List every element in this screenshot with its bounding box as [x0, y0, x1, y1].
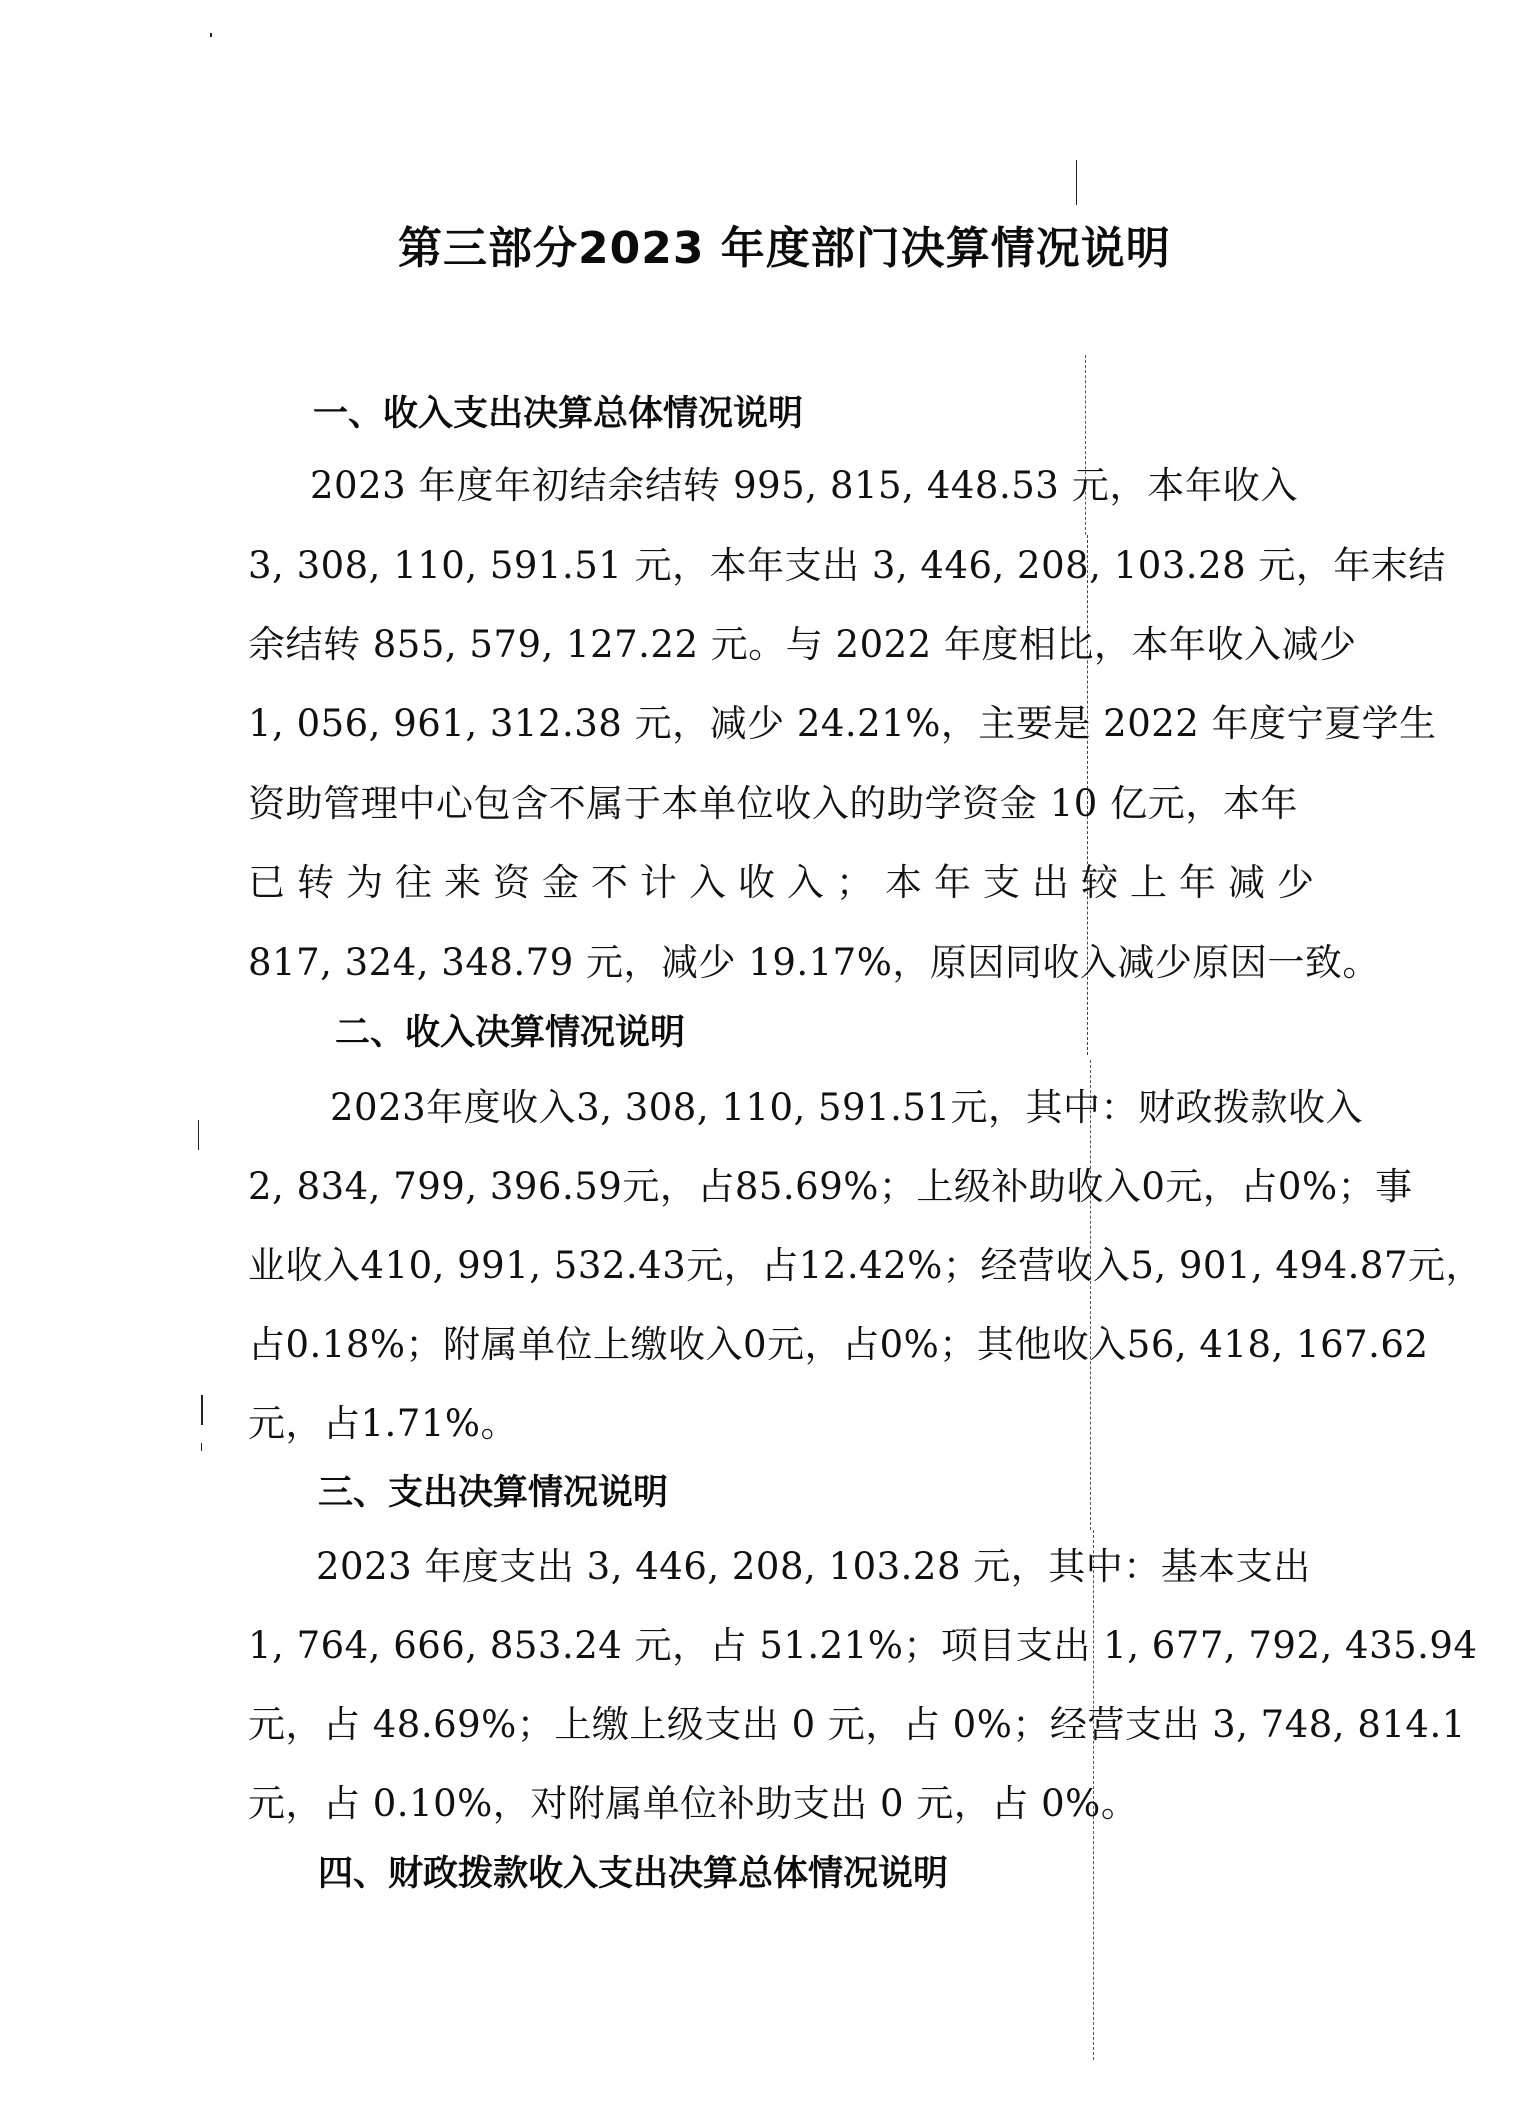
scan-left-mark [198, 1120, 199, 1150]
paragraph-line: 元，占 48.69%；上缴上级支出 0 元，占 0%；经营支出 3, 748, 814.1 [248, 1703, 1466, 1746]
section-heading-4: 四、财政拨款收入支出决算总体情况说明 [318, 1854, 949, 1894]
paragraph-line: 2023 年度支出 3, 446, 208, 103.28 元，其中：基本支出 [316, 1545, 1311, 1588]
paragraph-line: 2023 年度年初结余结转 995, 815, 448.53 元，本年收入 [310, 464, 1298, 507]
paragraph-line: 817, 324, 348.79 元，减少 19.17%，原因同收入减少原因一致。 [248, 941, 1380, 984]
paragraph-line: 2, 834, 799, 396.59元，占85.69%；上级补助收入0元，占0%；事 [248, 1165, 1413, 1208]
paragraph-line: 已转为往来资金不计入收入；本年支出较上年减少 [248, 861, 1326, 904]
paragraph-line: 占0.18%；附属单位上缴收入0元，占0%；其他收入56, 418, 167.62 [248, 1323, 1429, 1366]
scan-left-mark [201, 1443, 202, 1451]
paragraph-line: 1, 056, 961, 312.38 元，减少 24.21%，主要是 2022 年度宁夏学生 [248, 702, 1437, 745]
paragraph-line: 余结转 855, 579, 127.22 元。与 2022 年度相比，本年收入减少 [248, 623, 1357, 666]
scan-fold-mark [1076, 160, 1077, 205]
paragraph-line: 元，占1.71%。 [248, 1402, 519, 1445]
paragraph-line: 2023年度收入3, 308, 110, 591.51元，其中：财政拨款收入 [330, 1086, 1363, 1129]
scan-speck [210, 33, 212, 37]
paragraph-line: 1, 764, 666, 853.24 元，占 51.21%；项目支出 1, 677, 792, 435.94 [248, 1624, 1478, 1667]
scan-left-mark [201, 1395, 203, 1425]
paragraph-line: 元，占 0.10%，对附属单位补助支出 0 元，占 0%。 [248, 1782, 1139, 1825]
paragraph-line: 资助管理中心包含不属于本单位收入的助学资金 10 亿元，本年 [248, 782, 1298, 825]
section-heading-1: 一、收入支出决算总体情况说明 [313, 394, 804, 434]
page-title: 第三部分2023 年度部门决算情况说明 [398, 223, 1171, 274]
section-heading-2: 二、收入决算情况说明 [335, 1013, 686, 1053]
paragraph-line: 业收入410, 991, 532.43元，占12.42%；经营收入5, 901, 494.87元， [248, 1244, 1484, 1287]
paragraph-line: 3, 308, 110, 591.51 元，本年支出 3, 446, 208, 103.28 元，年末结 [248, 544, 1446, 587]
section-heading-3: 三、支出决算情况说明 [318, 1473, 669, 1513]
